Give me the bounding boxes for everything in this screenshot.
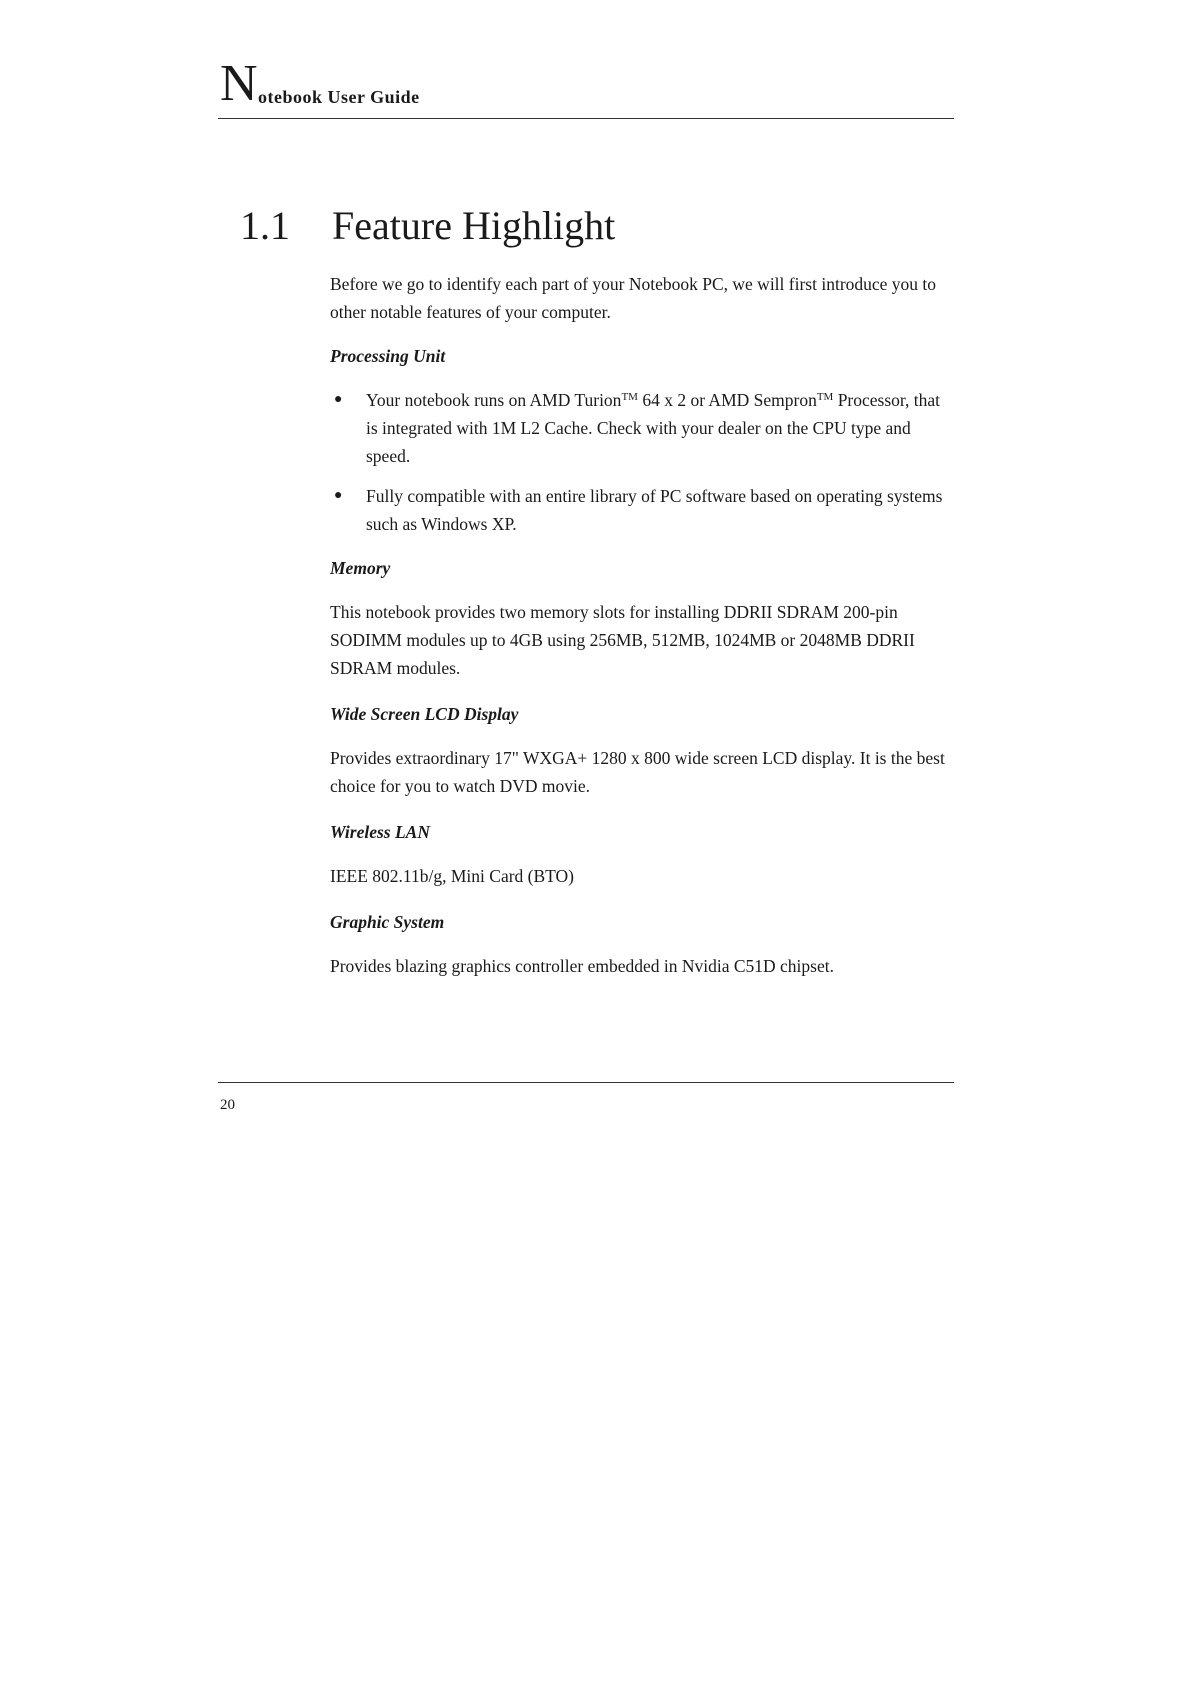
memory-heading: Memory: [330, 558, 391, 578]
section-title: Feature Highlight: [332, 203, 616, 248]
cpu-text-part2: 64 x 2 or AMD Sempron: [637, 390, 817, 410]
trademark-sup: TM: [816, 391, 834, 403]
cpu-text-part3: Processor, that is integrated with 1M L2 Cache. Check with your dealer on the CPU type and speed.: [366, 390, 941, 466]
compatibility-text: Fully compatible with an entire library of PC software based on operating systems such as Windows XP.: [366, 486, 943, 534]
processing-unit-heading: Processing Unit: [330, 346, 446, 366]
page-number: 20: [220, 1097, 235, 1113]
list-item: [330, 482, 956, 538]
header-initial: N: [220, 55, 258, 112]
bullet-icon: ●: [334, 392, 343, 407]
wireless-heading: Wireless LAN: [330, 822, 430, 842]
intro-paragraph: Before we go to identify each part of your Notebook PC, we will first introduce you to other notable features of your computer.: [330, 274, 937, 322]
trademark-sup: TM: [621, 391, 638, 403]
display-paragraph: Provides extraordinary 17" WXGA+ 1280 x 800 wide screen LCD display. It is the best choice for you to watch DVD movie.: [330, 748, 945, 796]
section-heading: [240, 202, 615, 250]
main-content: [330, 270, 956, 998]
footer-divider: [218, 1082, 954, 1083]
cpu-text-part1: Your notebook runs on AMD Turion: [366, 390, 622, 410]
running-header: [218, 55, 954, 119]
wireless-paragraph: IEEE 802.11b/g, Mini Card (BTO): [330, 866, 575, 886]
list-item: [330, 386, 956, 470]
bullet-icon: ●: [334, 488, 343, 503]
header-title: otebook User Guide: [258, 87, 420, 107]
graphic-heading: Graphic System: [330, 912, 445, 932]
graphic-paragraph: Provides blazing graphics controller embedded in Nvidia C51D chipset.: [330, 956, 834, 976]
section-number: 1.1: [240, 203, 290, 248]
memory-paragraph: This notebook provides two memory slots for installing DDRII SDRAM 200-pin SODIMM modules up to 4GB using 256MB, 512MB, 1024MB or 2048MB DDRII SDRAM modules.: [330, 602, 915, 678]
processing-unit-list: [330, 386, 956, 538]
display-heading: Wide Screen LCD Display: [330, 704, 519, 724]
